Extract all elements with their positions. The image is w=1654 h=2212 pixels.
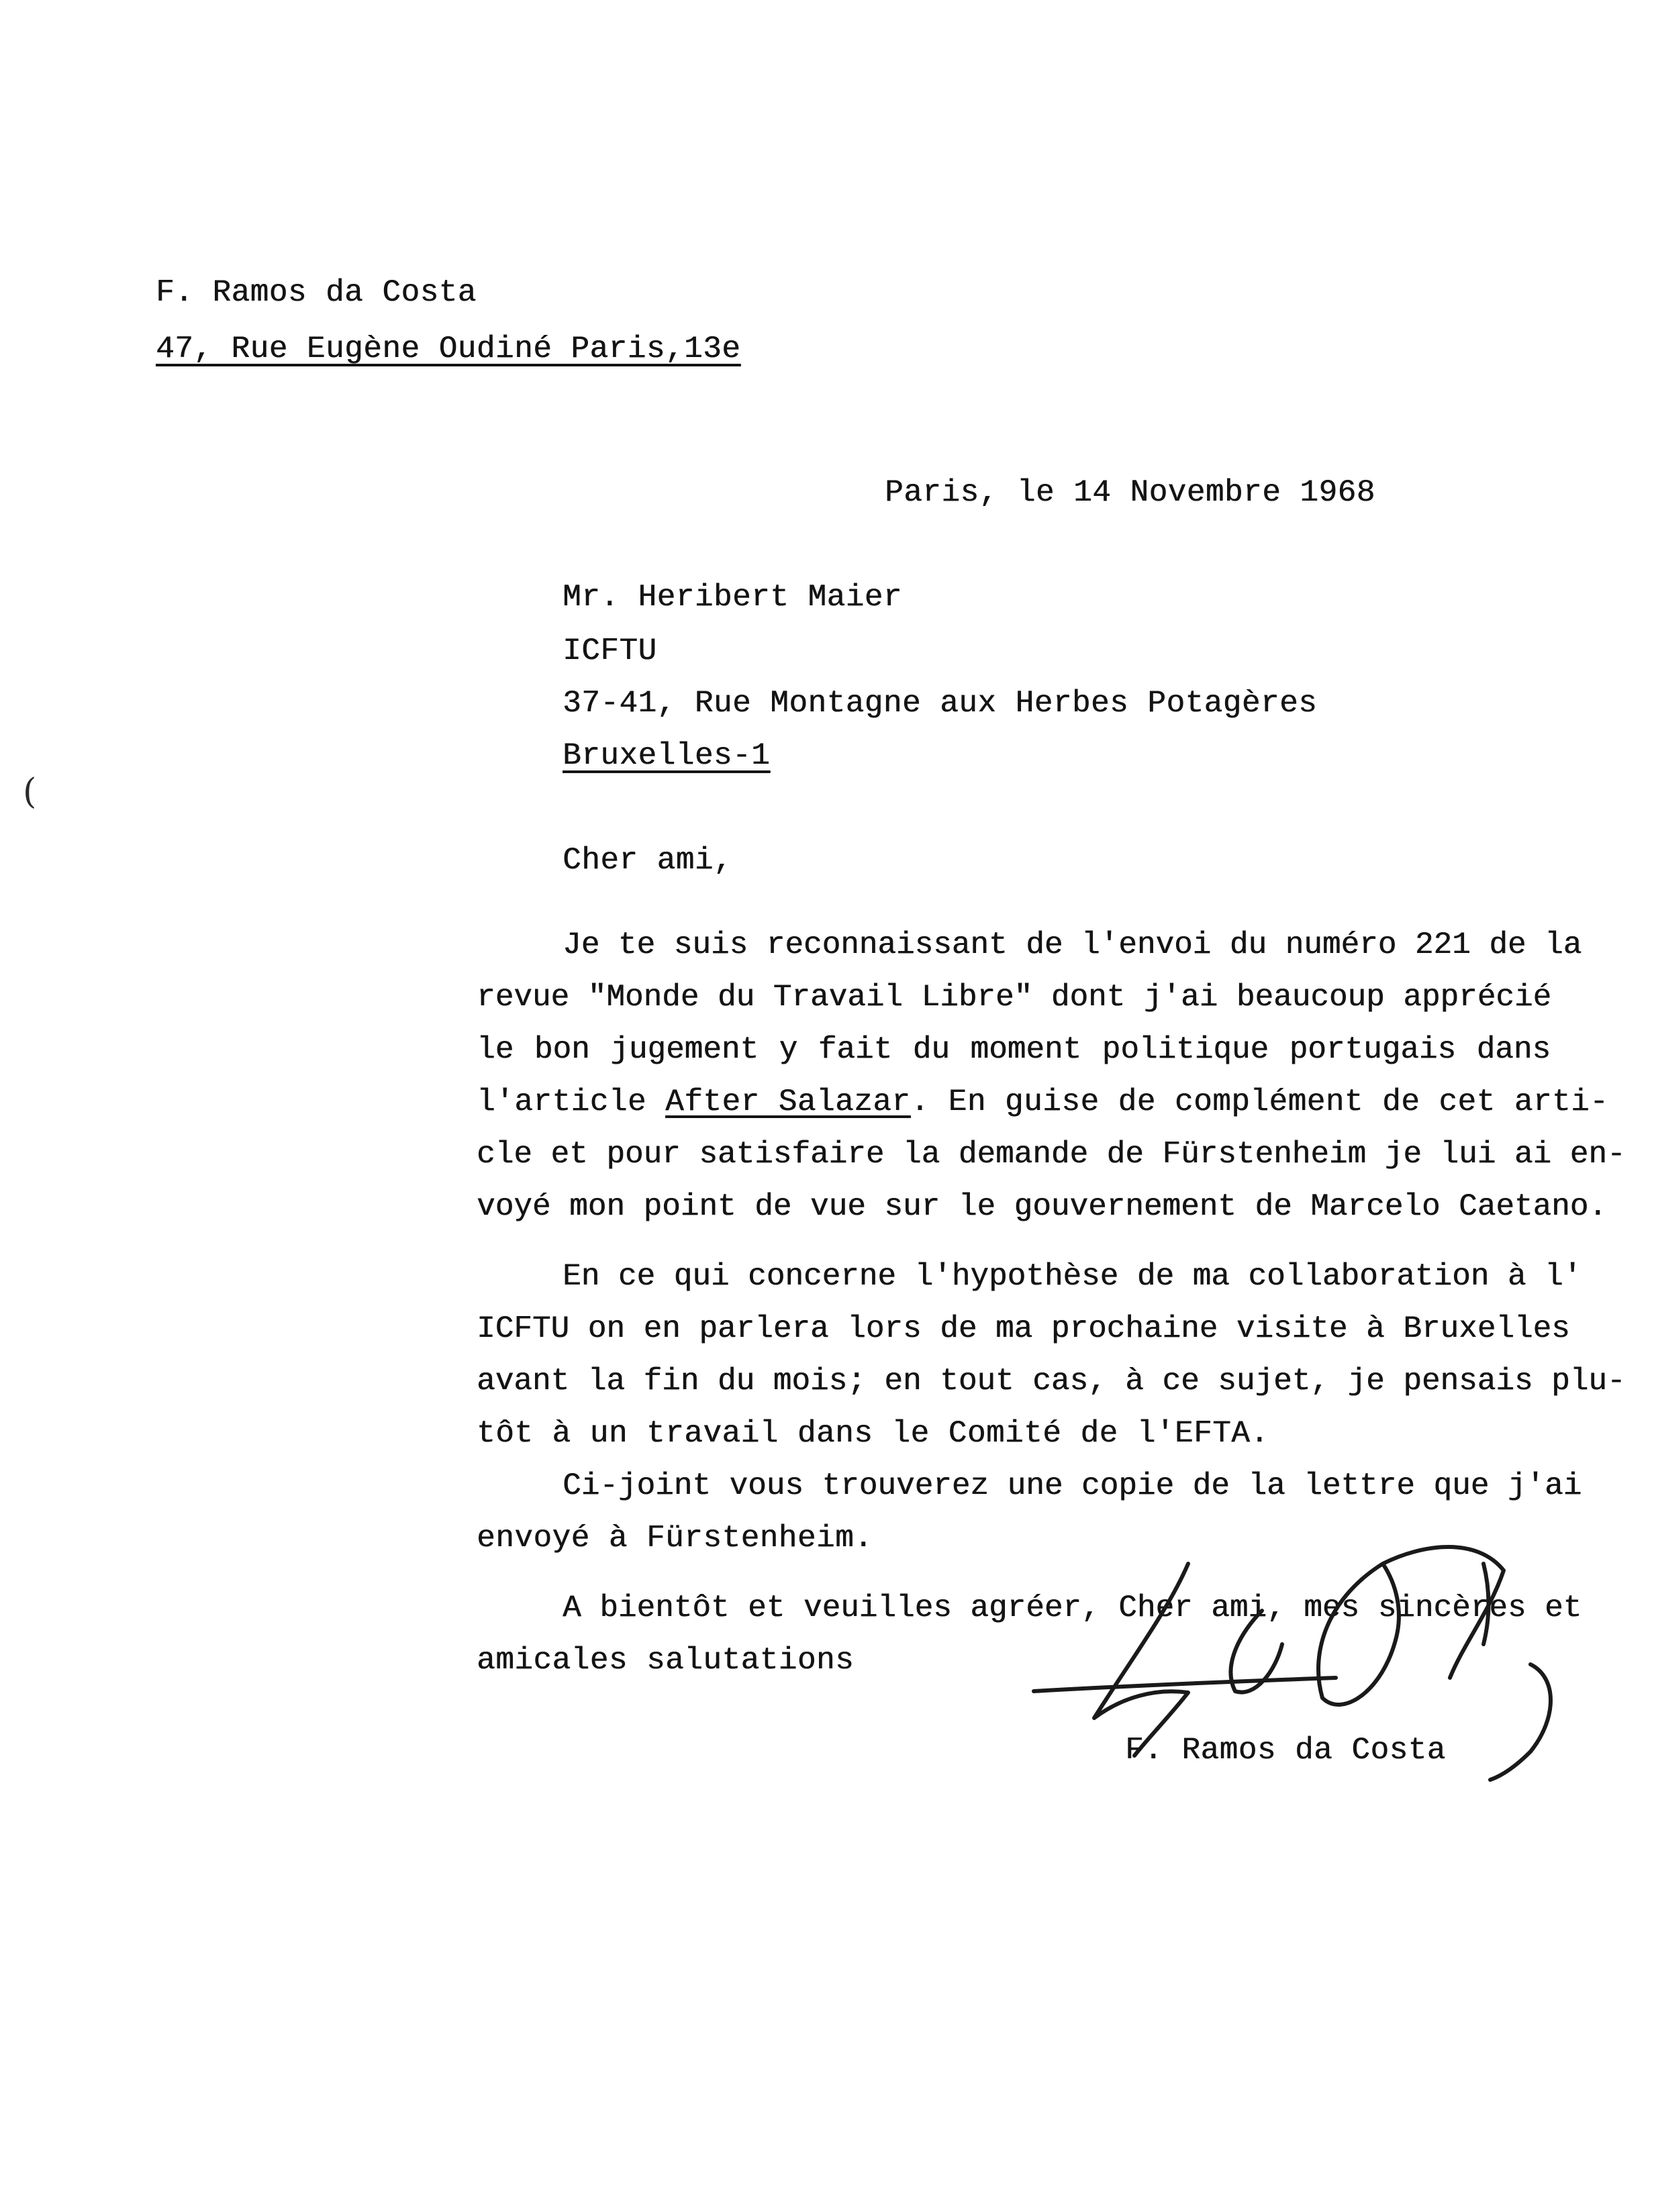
recipient-street: 37-41, Rue Montagne aux Herbes Potagères (563, 686, 1318, 721)
sender-name: F. Ramos da Costa (156, 275, 477, 310)
body-line: envoyé à Fürstenheim. (477, 1521, 873, 1556)
sender-address: 47, Rue Eugène Oudiné Paris,13e (156, 332, 741, 366)
date-line: Paris, le 14 Novembre 1968 (885, 475, 1375, 510)
margin-mark: ( (23, 772, 37, 812)
recipient-name: Mr. Heribert Maier (563, 580, 902, 615)
body-line: Je te suis reconnaissant de l'envoi du numéro 221 de la (563, 927, 1582, 962)
body-line: Ci-joint vous trouverez une copie de la lettre que j'ai (563, 1468, 1582, 1503)
body-line: voyé mon point de vue sur le gouvernement de Marcelo Caetano. (477, 1189, 1607, 1224)
signature-name: F. Ramos da Costa (1125, 1733, 1446, 1768)
body-text: l'article (477, 1085, 666, 1119)
body-line: amicales salutations (477, 1643, 855, 1678)
body-line: En ce qui concerne l'hypothèse de ma collaboration à l' (563, 1259, 1582, 1294)
salutation: Cher ami, (563, 843, 732, 878)
body-line: le bon jugement y fait du moment politique portugais dans (477, 1032, 1551, 1067)
body-line: A bientôt et veuilles agréer, Cher ami, mes sincères et (563, 1591, 1582, 1625)
body-line: ICFTU on en parlera lors de ma prochaine visite à Bruxelles (477, 1311, 1570, 1346)
body-line (477, 1083, 1608, 1121)
recipient-city: Bruxelles-1 (563, 738, 771, 773)
body-line: cle et pour satisfaire la demande de Fürstenheim je lui ai en- (477, 1137, 1626, 1172)
body-text: . En guise de complément de cet arti- (910, 1085, 1609, 1119)
body-line: tôt à un travail dans le Comité de l'EFTA. (477, 1416, 1269, 1451)
body-line: revue "Monde du Travail Libre" dont j'ai beaucoup apprécié (477, 980, 1552, 1015)
article-title: After Salazar (665, 1085, 911, 1119)
recipient-organization: ICFTU (563, 634, 657, 668)
body-line: avant la fin du mois; en tout cas, à ce sujet, je pensais plu- (477, 1364, 1626, 1399)
